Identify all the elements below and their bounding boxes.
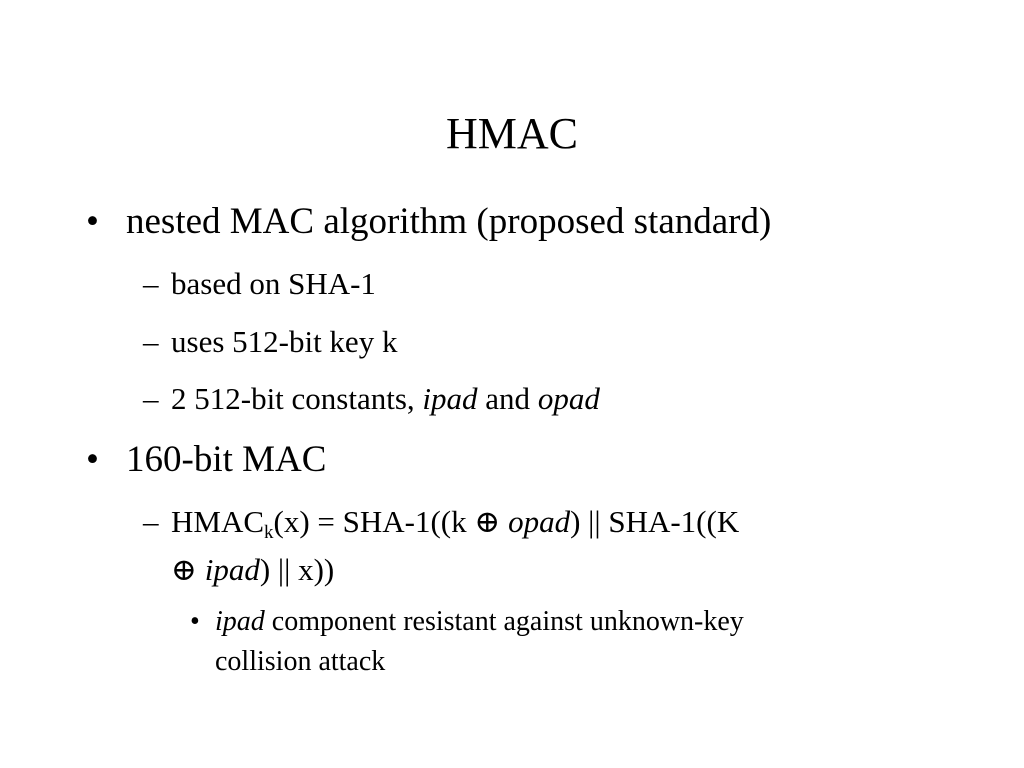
bullet-marker: • — [86, 439, 99, 480]
formula-segment: ) || x)) — [259, 552, 335, 587]
sub-item-text: uses 512-bit key k — [171, 324, 398, 359]
text-segment: 2 512-bit constants, — [171, 381, 423, 416]
dash-marker: – — [143, 504, 159, 539]
sub-item-text — [171, 377, 600, 421]
formula-line-1 — [171, 500, 739, 544]
opad-term: opad — [537, 381, 600, 416]
ipad-term: ipad — [215, 606, 265, 637]
bullet-marker: • — [86, 201, 99, 242]
dash-marker: – — [143, 324, 159, 359]
text-segment: component resistant against unknown-key — [264, 606, 744, 637]
hmac-subscript: k — [264, 522, 274, 543]
text-segment: and — [477, 381, 538, 416]
formula-segment: (x) = SHA-1((k ⊕ — [273, 504, 509, 539]
ipad-term: ipad — [422, 381, 478, 416]
hmac-label: HMAC — [171, 504, 265, 539]
opad-term: opad — [508, 504, 571, 539]
slide-title: HMAC — [445, 109, 579, 158]
ipad-term: ipad — [204, 552, 260, 587]
dash-marker: – — [143, 381, 159, 416]
bullet-text: nested MAC algorithm (proposed standard) — [126, 201, 772, 242]
dash-marker: – — [143, 266, 159, 301]
sub-sub-item-text — [215, 602, 744, 642]
formula-line-2 — [171, 548, 334, 592]
sub-item-text: based on SHA-1 — [171, 266, 376, 301]
formula-segment: ) || SHA-1((K — [570, 504, 740, 539]
bullet-marker: • — [190, 606, 200, 637]
bullet-text: 160-bit MAC — [126, 439, 327, 480]
formula-segment: ⊕ — [171, 552, 205, 587]
sub-sub-item-continuation: collision attack — [215, 646, 386, 677]
